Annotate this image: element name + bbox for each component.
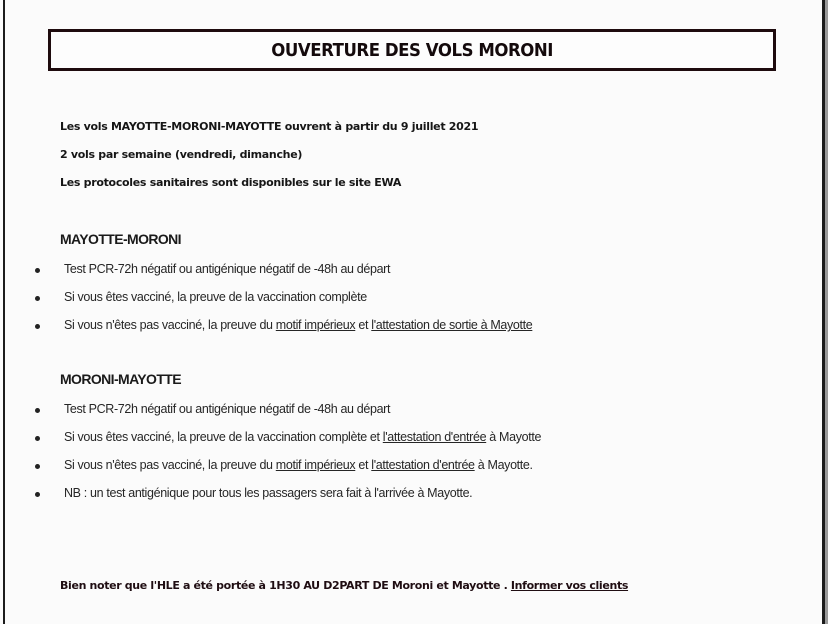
bullet-icon [35,296,40,301]
document-link[interactable]: motif impérieux [275,458,356,472]
document-link[interactable]: motif impérieux [275,318,356,332]
page-title: OUVERTURE DES VOLS MORONI [271,39,553,61]
text-fragment: Si vous êtes vacciné, la preuve de la vaccination complète [64,290,367,304]
bullet-icon [35,408,40,413]
section-heading-mayotte-moroni: MAYOTTE-MORONI [60,231,181,247]
footer-note [60,579,628,592]
informer-vos-clients-link[interactable]: Informer vos clients [510,579,629,592]
bullet-icon [35,464,40,469]
document-link[interactable]: l'attestation d'entrée [382,430,487,444]
footer-text: Bien noter que l'HLE a été portée à 1H30 AU D2PART DE Moroni et Mayotte . [60,579,511,592]
intro-line-dates: Les vols MAYOTTE-MORONI-MAYOTTE ouvrent à partir du 9 juillet 2021 [60,120,479,133]
list-item-text [64,262,390,276]
text-fragment: Test PCR-72h négatif ou antigénique négatif de -48h au départ [64,262,391,276]
document-link[interactable]: l'attestation d'entrée [371,458,475,472]
list-item-text [64,486,472,500]
list-item-text [64,430,541,444]
bullet-icon [35,268,40,273]
list-item-text [64,290,367,304]
text-fragment: Si vous n'êtes pas vacciné, la preuve du [64,458,276,472]
text-fragment: NB : un test antigénique pour tous les passagers sera fait à l'arrivée à Mayotte. [64,486,473,500]
list-item-text [64,402,390,416]
bullet-icon [35,492,40,497]
text-fragment: et [355,458,372,472]
intro-line-frequency: 2 vols par semaine (vendredi, dimanche) [60,148,303,161]
text-fragment: Si vous n'êtes pas vacciné, la preuve du [64,318,276,332]
bullet-icon [35,324,40,329]
page-border-left [3,0,5,624]
text-fragment: et [355,318,372,332]
intro-line-protocols: Les protocoles sanitaires sont disponibles sur le site EWA [60,176,402,189]
bullet-icon [35,436,40,441]
text-fragment: à Mayotte. [474,458,533,472]
text-fragment: à Mayotte [486,430,542,444]
document-link[interactable]: l'attestation de sortie à Mayotte [371,318,533,332]
list-item-text [64,458,533,472]
text-fragment: Test PCR-72h négatif ou antigénique négatif de -48h au départ [64,402,391,416]
section-heading-moroni-mayotte: MORONI-MAYOTTE [60,371,181,387]
text-fragment: Si vous êtes vacciné, la preuve de la vaccination complète et [64,430,383,444]
title-box [48,29,776,71]
list-item-text [64,318,532,332]
